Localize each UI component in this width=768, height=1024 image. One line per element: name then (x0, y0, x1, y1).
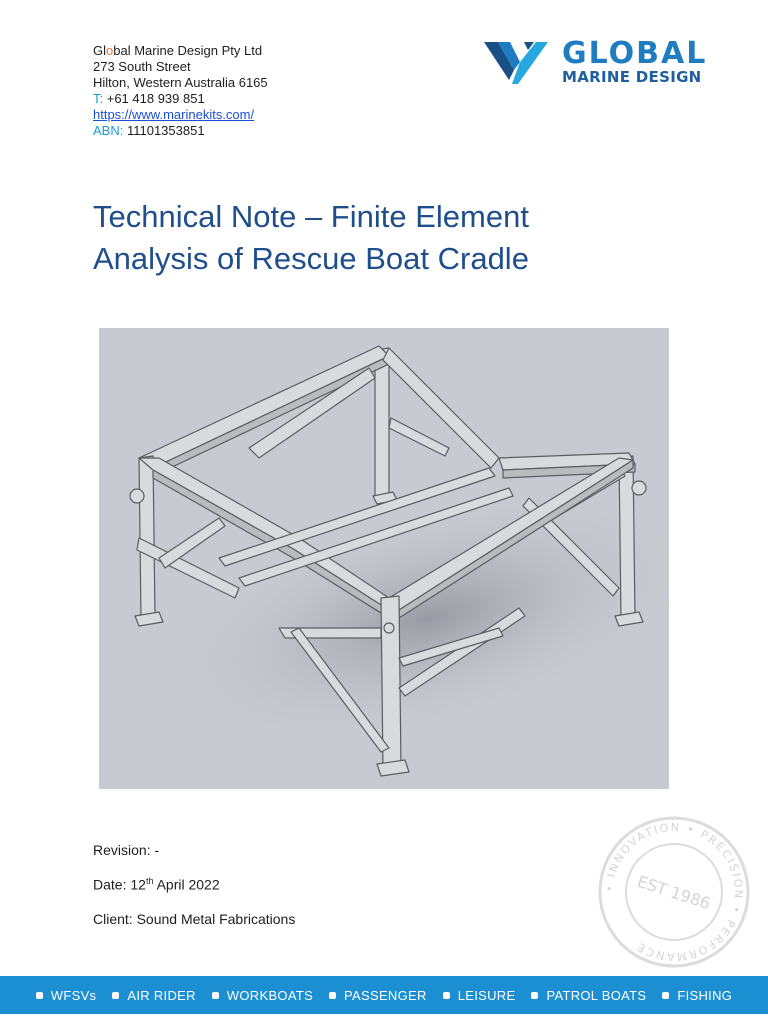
bullet-icon (212, 992, 219, 999)
logo-mark-icon (484, 40, 550, 86)
svg-text:EST 1986: EST 1986 (634, 871, 713, 914)
cradle-3d-render-icon (99, 328, 669, 789)
cradle-render-figure (99, 328, 669, 789)
website-link[interactable]: https://www.marinekits.com/ (93, 107, 255, 122)
company-logo (484, 38, 734, 88)
bullet-icon (443, 992, 450, 999)
bullet-icon (329, 992, 336, 999)
phone-label: T: (93, 91, 104, 106)
date-line: Date: 12th April 2022 (93, 876, 220, 893)
footer-item-label: WORKBOATS (226, 987, 314, 1003)
abn-line (93, 123, 268, 139)
footer-item-label: WFSVs (50, 987, 97, 1003)
footer-item-patrol-boats (531, 988, 646, 1003)
footer-item-leisure (443, 988, 516, 1003)
company-address-block (93, 43, 268, 139)
footer-item-workboats (212, 988, 313, 1003)
footer-item-label: AIR RIDER (127, 987, 196, 1003)
footer-item-wfsvs (36, 988, 97, 1003)
footer-item-label: PATROL BOATS (546, 987, 647, 1003)
street-address: 273 South Street (93, 59, 191, 74)
city-address: Hilton, Western Australia 6165 (93, 75, 268, 90)
est-stamp-watermark (594, 812, 754, 972)
title-line-1: Technical Note – Finite Element (93, 199, 529, 234)
bullet-icon (112, 992, 119, 999)
company-name: Global Marine Design Pty Ltd (93, 43, 263, 58)
abn-number: 11101353851 (123, 123, 205, 138)
phone-line (93, 91, 268, 107)
footer-item-label: PASSENGER (344, 987, 427, 1003)
watermark-seal-icon (594, 812, 754, 972)
client-line: Client: Sound Metal Fabrications (93, 911, 296, 927)
logo-subtitle: MARINE DESIGN (562, 68, 702, 86)
revision-line: Revision: - (93, 842, 160, 858)
abn-label: ABN: (93, 123, 124, 138)
logo-wordmark: GLOBAL (562, 36, 708, 71)
phone-number: +61 418 939 851 (103, 91, 205, 106)
bullet-icon (531, 992, 538, 999)
footer-item-fishing (662, 988, 732, 1003)
footer-item-passenger (329, 988, 427, 1003)
footer-item-label: LEISURE (457, 987, 516, 1003)
footer-item-air-rider (112, 988, 195, 1003)
document-title (93, 196, 653, 280)
bullet-icon (36, 992, 43, 999)
footer-sectors-bar (0, 976, 768, 1014)
footer-item-label: FISHING (677, 987, 733, 1003)
bullet-icon (662, 992, 669, 999)
title-line-2: Analysis of Rescue Boat Cradle (93, 241, 529, 276)
svg-text:• INNOVATION • PRECISION • PER: • INNOVATION • PRECISION • PERFORMANCE (602, 820, 746, 964)
